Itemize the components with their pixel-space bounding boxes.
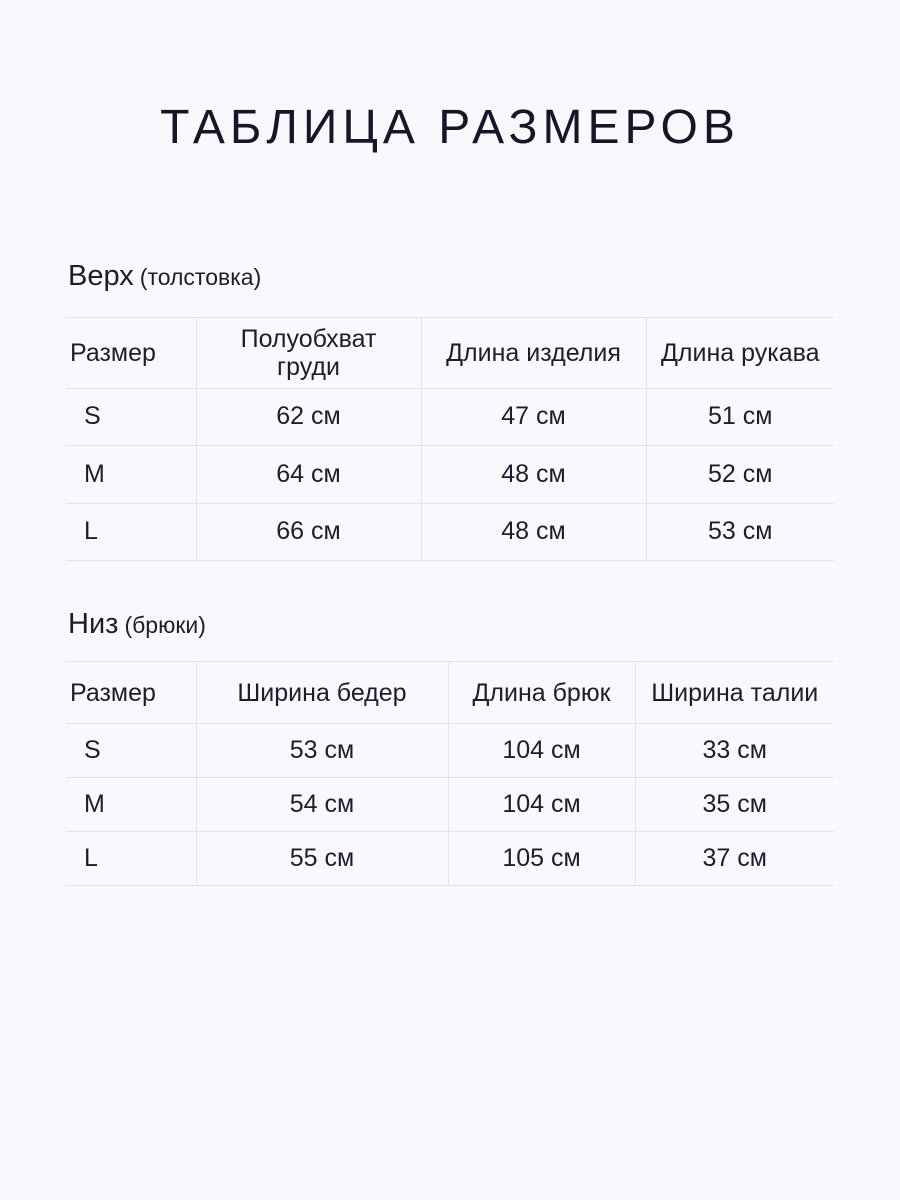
size-cell: S bbox=[84, 736, 101, 764]
waist-cell: 37 см bbox=[635, 832, 834, 886]
table-header-row bbox=[66, 662, 834, 724]
column-header-size: Размер bbox=[70, 338, 156, 367]
size-cell: S bbox=[84, 402, 101, 431]
length-cell: 47 см bbox=[421, 388, 646, 445]
length-cell: 48 см bbox=[421, 503, 646, 560]
table-row bbox=[66, 388, 834, 445]
column-header-chest: Полуобхват груди bbox=[196, 318, 421, 389]
length-cell: 104 см bbox=[448, 778, 635, 832]
column-header-size: Размер bbox=[70, 678, 156, 707]
hips-cell: 55 см bbox=[196, 832, 448, 886]
table-row bbox=[66, 724, 834, 778]
column-header-length: Длина брюк bbox=[448, 662, 635, 724]
top-section-title: Верх bbox=[68, 260, 134, 292]
hips-cell: 53 см bbox=[196, 724, 448, 778]
length-cell: 48 см bbox=[421, 446, 646, 503]
column-header-waist: Ширина талии bbox=[635, 662, 834, 724]
length-cell: 104 см bbox=[448, 724, 635, 778]
size-cell: M bbox=[84, 459, 105, 488]
hips-cell: 54 см bbox=[196, 778, 448, 832]
waist-cell: 33 см bbox=[635, 724, 834, 778]
table-row bbox=[66, 503, 834, 560]
page-title: ТАБЛИЦА РАЗМЕРОВ bbox=[160, 101, 740, 154]
sleeve-cell: 52 см bbox=[646, 446, 834, 503]
waist-cell: 35 см bbox=[635, 778, 834, 832]
length-cell: 105 см bbox=[448, 832, 635, 886]
chest-cell: 66 см bbox=[196, 503, 421, 560]
column-header-sleeve: Длина рукава bbox=[646, 318, 834, 389]
table-row bbox=[66, 778, 834, 832]
bottom-section-heading bbox=[68, 608, 206, 641]
chest-cell: 64 см bbox=[196, 446, 421, 503]
size-cell: L bbox=[84, 517, 98, 546]
chest-cell: 62 см bbox=[196, 388, 421, 445]
sleeve-cell: 51 см bbox=[646, 388, 834, 445]
table-header-row bbox=[66, 318, 834, 389]
size-cell: L bbox=[84, 844, 98, 872]
bottom-section-title: Низ bbox=[68, 608, 119, 640]
bottom-size-table bbox=[66, 661, 834, 886]
table-row bbox=[66, 832, 834, 886]
column-header-length: Длина изделия bbox=[421, 318, 646, 389]
table-row bbox=[66, 446, 834, 503]
size-cell: M bbox=[84, 790, 105, 818]
top-size-table bbox=[66, 317, 834, 561]
top-section-subtitle: (толстовка) bbox=[139, 264, 262, 290]
top-section-heading bbox=[68, 260, 261, 293]
bottom-section-subtitle: (брюки) bbox=[124, 612, 206, 638]
sleeve-cell: 53 см bbox=[646, 503, 834, 560]
column-header-hips: Ширина бедер bbox=[196, 662, 448, 724]
